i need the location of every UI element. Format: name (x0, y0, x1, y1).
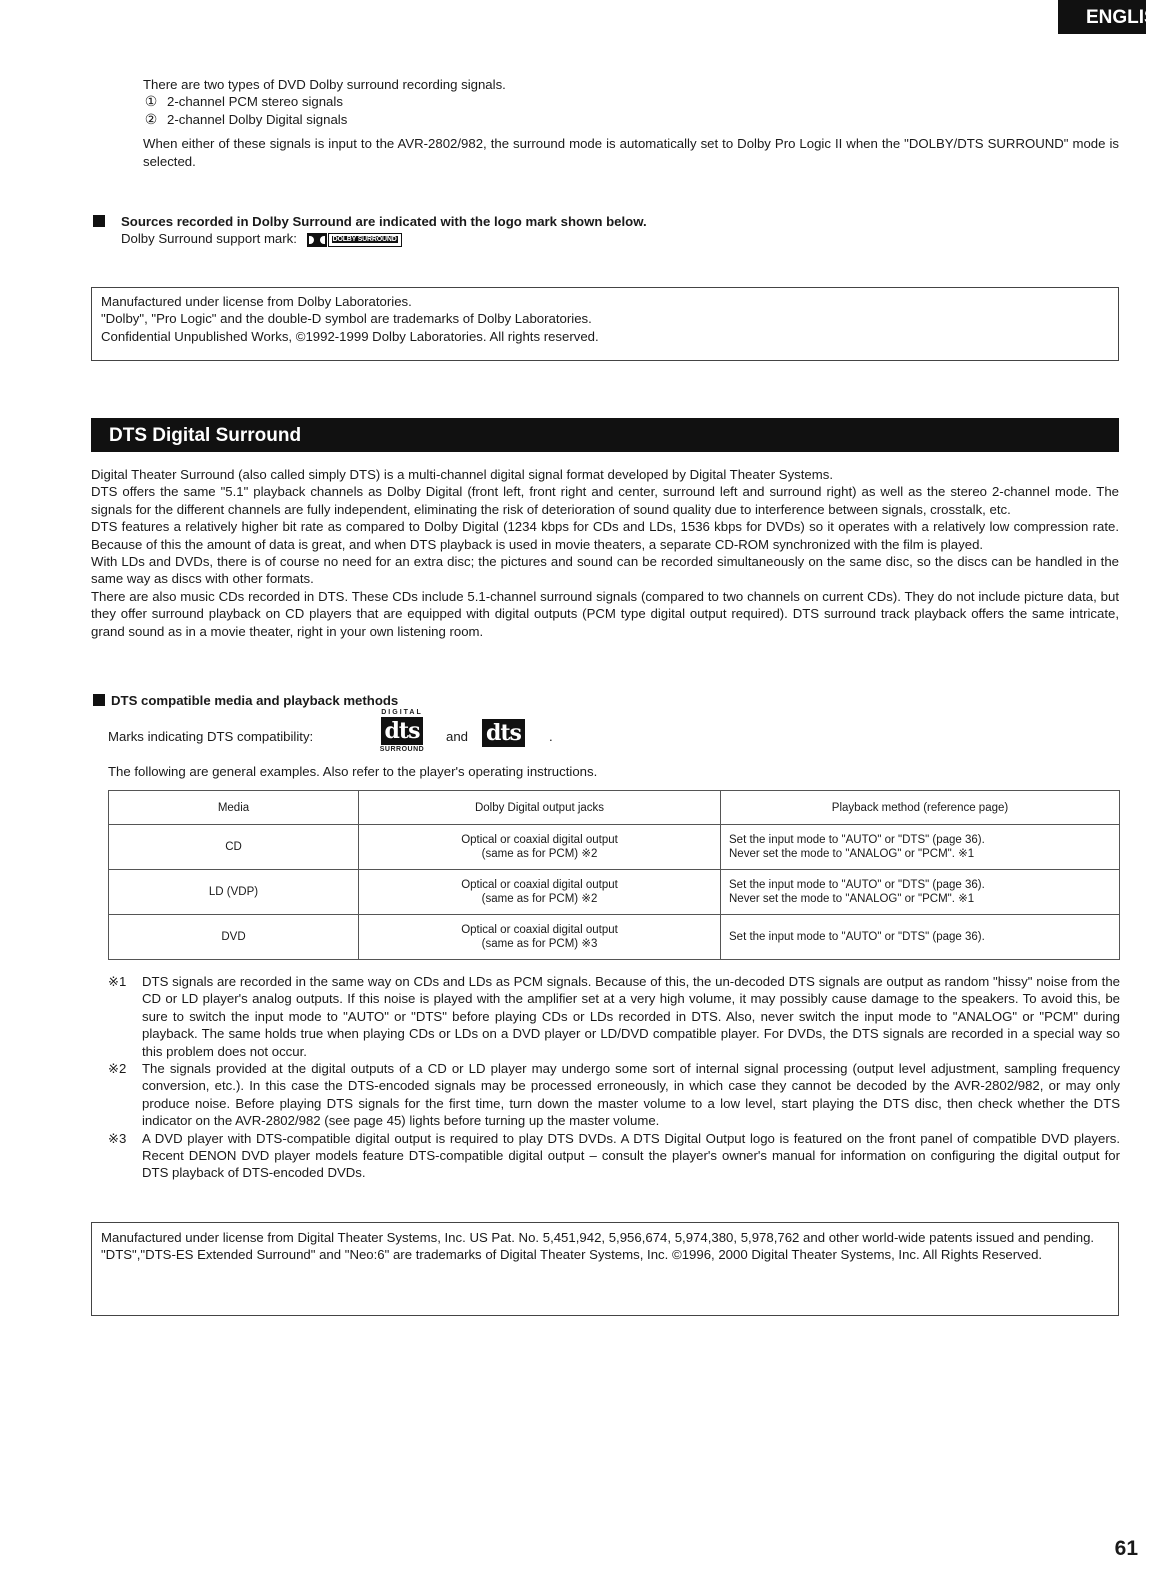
dolby-logo-section (93, 213, 1123, 248)
method-cell (721, 870, 1120, 915)
cell-line: Set the input mode to "AUTO" or "DTS" (page 36). (729, 879, 985, 891)
method-cell (721, 915, 1120, 960)
trailing-dot: . (549, 729, 553, 744)
footnote-text: The signals provided at the digital outputs of a CD or LD player may undergo some sort of internal signal processing (output level adjustment, sampling frequency conversion, etc.). In this case the DTS-encoded signals may be processed erroneously, in which case they cannot be decoded by the AVR-2802/982, or may only produce noise. Before playing DTS signals for the first time, turn down the master volume to a low level, start playing the DTS disc, then check whether the DTS indicator on the AVR-2802/982 (see page 45) lights before turning up the master volume. (142, 1061, 1120, 1129)
dolby-logo-heading: Sources recorded in Dolby Surround are indicated with the logo mark shown below. (121, 214, 647, 229)
dts-paragraph: DTS offers the same "5.1" playback channels as Dolby Digital (front left, front right and center, surround left and surround right) as well as the stereo 2-channel mode. The signals for the different channels are fully independent, eliminating the risk of deterioration of sound quality due to interference between signals, crosstalk, etc. (91, 484, 1119, 517)
language-tab: ENGLISH (1058, 0, 1146, 34)
license-line: "DTS","DTS-ES Extended Surround" and "Neo:6" are trademarks of Digital Theater Systems, Inc. ©1996, 2000 Digital Theater Systems, Inc. All Rights Reserved. (101, 1247, 1043, 1263)
dolby-license-box (91, 287, 1119, 361)
dts-marks-label: Marks indicating DTS compatibility: (108, 729, 314, 744)
column-header: Playback method (reference page) (721, 791, 1120, 825)
cell-line: (same as for PCM) ※3 (481, 938, 598, 950)
jack-cell (359, 870, 721, 915)
media-cell: CD (109, 825, 359, 870)
list-item-text: 2-channel PCM stereo signals (167, 94, 343, 110)
media-table (108, 790, 1120, 960)
license-line: "Dolby", "Pro Logic" and the double-D symbol are trademarks of Dolby Laboratories. (101, 311, 592, 327)
jack-cell (359, 915, 721, 960)
footnote-mark: ※1 (108, 974, 127, 989)
cell-line: Never set the mode to "ANALOG" or "PCM". ※1 (729, 848, 975, 860)
cell-line: Optical or coaxial digital output (461, 834, 618, 846)
dolby-mark-row (93, 230, 1123, 247)
dts-digital-surround-logo-icon (370, 708, 434, 754)
footnote (108, 1130, 1120, 1182)
list-item-text: 2-channel Dolby Digital signals (167, 111, 348, 127)
column-header: Dolby Digital output jacks (359, 791, 721, 825)
cell-line: Optical or coaxial digital output (461, 879, 618, 891)
media-cell: LD (VDP) (109, 870, 359, 915)
list-item (143, 93, 1119, 110)
dts-paragraph: With LDs and DVDs, there is of course no need for an extra disc; the pictures and sound can be recorded simultaneously on the same disc, so the discs can be handled in the same way as discs with other formats. (91, 554, 1119, 587)
logo-text: dts (482, 719, 525, 747)
cell-line: Optical or coaxial digital output (461, 924, 618, 936)
dolby-surround-logo-icon (307, 233, 402, 247)
auto-mode-note: When either of these signals is input to the AVR-2802/982, the surround mode is automatically set to Dolby Pro Logic II when the "DOLBY/DTS SURROUND" mode is selected. (143, 136, 1119, 169)
and-word: and (446, 729, 469, 744)
list-item (143, 111, 1119, 128)
double-d-icon (307, 233, 327, 247)
footnote-text: DTS signals are recorded in the same way on CDs and LDs as PCM signals. Because of this, the un-decoded DTS signals are output as random "hissy" noise from the CD or LD player's analog outputs. If this noise is played with the amplifier set at a very high volume, it may possibly cause damage to the speakers. To avoid this, be sure to switch the input mode to "AUTO" or "DTS" before playing CDs or LDs recorded in DTS. Also, never switch the input mode to "ANALOG" or "PCM" during playback. The same holds true when playing CDs or LDs on a DVD player or LD/DVD compatible player. For DVDs, the DTS signals are recorded in a special way so this problem does not occur. (142, 974, 1120, 1059)
list-marker: ① (144, 93, 158, 110)
table-row (109, 915, 1120, 960)
media-cell: DVD (109, 915, 359, 960)
section-heading (93, 692, 398, 709)
square-bullet-icon (93, 215, 105, 227)
dts-paragraph: DTS features a relatively higher bit rate as compared to Dolby Digital (1234 kbps for CDs and LDs, 1536 kbps for DVDs) so it operates with a relatively low compression rate. Because of this the amount of data is great, and when DTS playback is used in movie theaters, a separate CD-ROM synchronized with the film is played. (91, 519, 1119, 552)
cell-line: (same as for PCM) ※2 (481, 848, 598, 860)
page-number: 61 (1114, 1537, 1138, 1560)
footnote-mark: ※3 (108, 1130, 127, 1146)
dts-license-box (91, 1222, 1119, 1316)
footnotes (108, 973, 1120, 1182)
list-marker: ② (144, 110, 158, 127)
cell-line: Set the input mode to "AUTO" or "DTS" (page 36). (729, 931, 985, 943)
dts-body (91, 466, 1119, 640)
dts-media-heading: DTS compatible media and playback methods (111, 693, 399, 708)
dts-logo-icon (482, 719, 525, 747)
section-title-bar: DTS Digital Surround (91, 418, 1119, 452)
dolby-mark-label: Dolby Surround support mark: (121, 231, 297, 247)
section-heading (93, 213, 1123, 230)
jack-cell (359, 825, 721, 870)
footnote (108, 1060, 1120, 1130)
cell-line: (same as for PCM) ※2 (481, 893, 598, 905)
cell-line: Never set the mode to "ANALOG" or "PCM". ※1 (729, 893, 975, 905)
dts-marks-row (108, 708, 708, 758)
table-row (109, 870, 1120, 915)
dts-paragraph: Digital Theater Surround (also called simply DTS) is a multi-channel digital signal format developed by Digital Theater Systems. (91, 467, 834, 482)
logo-bottom-text: SURROUND (379, 746, 425, 753)
footnote (108, 973, 1120, 1060)
examples-note: The following are general examples. Also refer to the player's operating instructions. (108, 764, 598, 779)
license-line: Manufactured under license from Dolby Laboratories. (101, 294, 412, 309)
table-row (109, 825, 1120, 870)
cell-line: Set the input mode to "AUTO" or "DTS" (page 36). (729, 834, 985, 846)
logo-text: dts (381, 717, 424, 745)
footnote-text: A DVD player with DTS-compatible digital output is required to play DTS DVDs. A DTS Digital Output logo is featured on the front panel of compatible DVD players. Recent DENON DVD player models feature DTS-compatible digital output – consult the player's owner's manual for information on configuring the digital output for DTS playback of DTS-encoded DVDs. (142, 1130, 1120, 1181)
table-header-row (109, 791, 1120, 825)
column-header: Media (109, 791, 359, 825)
dolby-intro-lead: There are two types of DVD Dolby surround recording signals. (143, 77, 506, 92)
dts-paragraph: There are also music CDs recorded in DTS. These CDs include 5.1-channel surround signals (compared to two channels on current CDs). They do not include picture data, but they offer surround playback on CD players that are equipped with digital outputs (PCM type digital output required). DTS surround track playback offers the same intricate, grand sound as in a movie theater, right in your own listening room. (91, 588, 1119, 639)
footnote-mark: ※2 (108, 1061, 127, 1077)
method-cell (721, 825, 1120, 870)
logo-top-text: DIGITAL (381, 709, 423, 716)
license-line: Manufactured under license from Digital Theater Systems, Inc. US Pat. No. 5,451,942, 5,956,674, 5,974,380, 5,978,762 and other world-wide patents issued and pending. (101, 1230, 1095, 1245)
dolby-mark-text: DOLBY SURROUND (332, 236, 397, 244)
square-bullet-icon (93, 694, 105, 706)
dolby-intro (143, 76, 1119, 170)
license-line: Confidential Unpublished Works, ©1992-1999 Dolby Laboratories. All rights reserved. (101, 328, 599, 344)
